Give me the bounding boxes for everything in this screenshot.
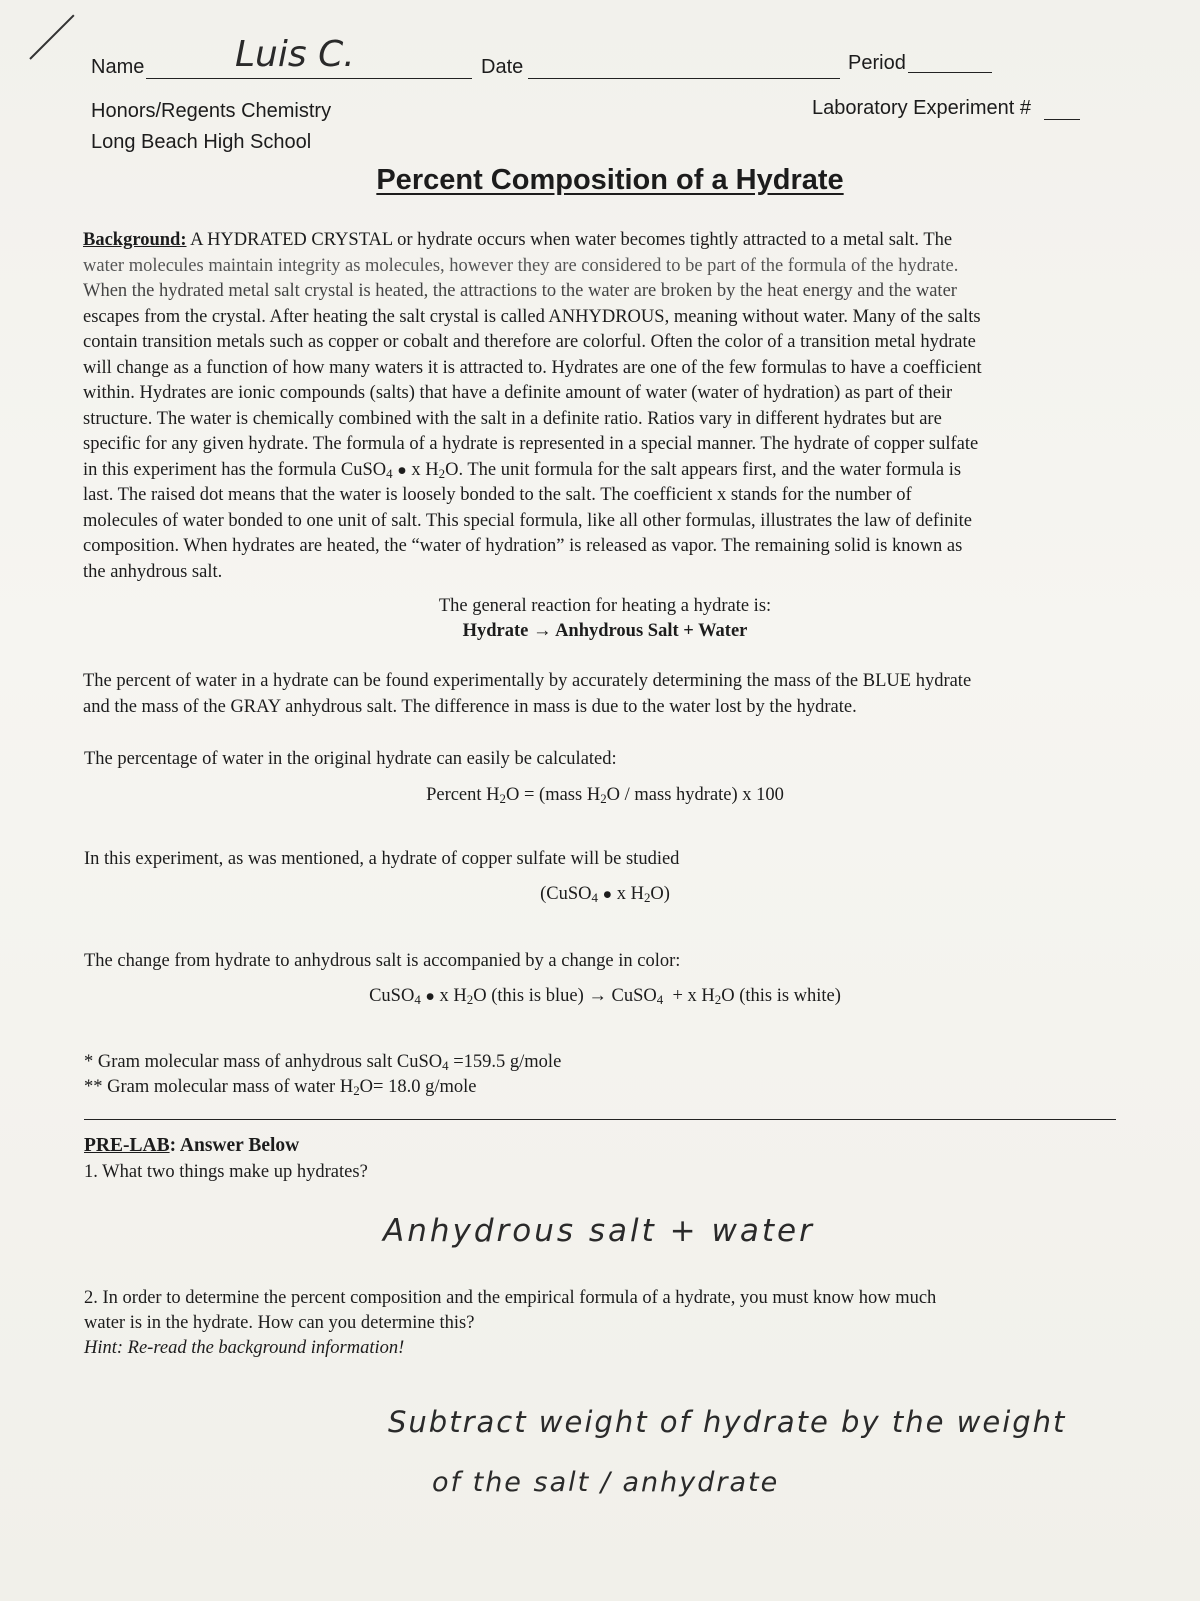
school-name: Long Beach High School [91, 131, 312, 153]
background-line-9: specific for any given hydrate. The formula of a hydrate is represented in a special manner. The hydrate of copper sulfate [83, 434, 979, 454]
hydrate-formula: (CuSO$_4$ ● x $H_2O$) [540, 884, 670, 906]
check-mark [29, 14, 74, 59]
answer-1: Anhydrous salt + water [383, 1213, 815, 1249]
background-line-7: within. Hydrates are ionic compounds (salts) that have a definite amount of water (water of hydration) as part of their [83, 383, 953, 403]
percent-paragraph [83, 669, 1123, 720]
background-line-10: in this experiment has the formula CuSO$_4$ ● x $H_2O$. The unit formula for the salt appears first, and the water formula is [83, 459, 962, 481]
question-2-line-2: water is in the hydrate. How can you determine this? [84, 1313, 475, 1333]
background-line-2: water molecules maintain integrity as molecules, however they are considered to be part of the formula of the hydrate. [83, 255, 959, 276]
background-line-5: contain transition metals such as copper or cobalt and therefore are colorful. Often the color of a transition metal hydrate [83, 332, 976, 352]
period-line [908, 72, 992, 73]
background-line-8: structure. The water is chemically combined with the salt in a definite ratio. Ratios vary in different hydrates but are [83, 408, 942, 429]
background-label: Background: [83, 230, 187, 250]
period-label: Period [848, 52, 906, 74]
section-divider [84, 1119, 1116, 1120]
reaction-intro: The general reaction for heating a hydrate is: [438, 596, 772, 616]
background-paragraph [83, 228, 1123, 585]
name-label: Name [91, 56, 145, 78]
name-value: Luis C. [235, 34, 355, 75]
percent-formula: Percent $H_2O$ = (mass $H_2O$ / mass hydrate) x 100 [426, 785, 784, 807]
background-line-1: Background: A HYDRATED CRYSTAL or hydrate occurs when water becomes tightly attracted to a metal salt. The [83, 230, 953, 250]
background-line-4: escapes from the crystal. After heating the salt crystal is called ANHYDROUS, meaning without water. Many of the salts [83, 306, 981, 327]
background-line-3: When the hydrated metal salt crystal is heated, the attractions to the water are broken by the heat energy and the water [83, 281, 957, 301]
background-line-6: will change as a function of how many waters it is attracted to. Hydrates are one of the few formulas to have a coefficient [83, 357, 982, 378]
background-line-11: last. The raised dot means that the water is loosely bonded to the salt. The coefficient x stands for the number of [83, 485, 912, 505]
date-label: Date [481, 56, 524, 78]
salt-mass-note: * Gram molecular mass of anhydrous salt CuSO$_4$ =159.5 g/mole [84, 1052, 562, 1074]
percent-line-1: The percent of water in a hydrate can be found experimentally by accurately determining the mass of the BLUE hydrate [83, 671, 972, 691]
lab-label: Laboratory Experiment # [812, 97, 1032, 119]
calc-intro: The percentage of water in the original hydrate can easily be calculated: [84, 749, 617, 769]
background-line-13: composition. When hydrates are heated, the “water of hydration” is released as vapor. The remaining solid is known as [83, 536, 963, 556]
prelab-heading: PRE-LAB: Answer Below [84, 1135, 300, 1156]
page-title: Percent Composition of a Hydrate [376, 164, 844, 196]
background-line-14: the anhydrous salt. [83, 561, 223, 582]
answer-2-line-2: of the salt / anhydrate [432, 1467, 780, 1498]
question-2-hint: Hint: Re-read the background information! [84, 1338, 405, 1358]
date-line [528, 78, 840, 79]
question-2-line-1: 2. In order to determine the percent composition and the empirical formula of a hydrate, you must know how much [84, 1288, 937, 1308]
answer-2-line-1: Subtract weight of hydrate by the weight [388, 1405, 1067, 1439]
experiment-intro: In this experiment, as was mentioned, a hydrate of copper sulfate will be studied [84, 849, 680, 869]
water-mass-note: ** Gram molecular mass of water $H_2O= 18.0$ g/mole [84, 1077, 477, 1099]
background-line-12: molecules of water bonded to one unit of salt. This special formula, like all other formulas, illustrates the law of definite [83, 510, 972, 531]
color-change-equation: CuSO$_4$ ● x $H_2O$ (this is blue) → CuSO$_4$ + x $H_2O$ (this is white) [369, 986, 841, 1008]
course-name: Honors/Regents Chemistry [91, 100, 332, 122]
lab-number-line [1044, 119, 1080, 120]
question-1: 1. What two things make up hydrates? [84, 1162, 368, 1182]
color-change-intro: The change from hydrate to anhydrous salt is accompanied by a change in color: [84, 951, 681, 971]
name-line [146, 78, 472, 79]
percent-line-2: and the mass of the GRAY anhydrous salt. The difference in mass is due to the water lost by the hydrate. [83, 696, 857, 717]
reaction-equation: Hydrate → Anhydrous Salt + Water [462, 621, 748, 641]
